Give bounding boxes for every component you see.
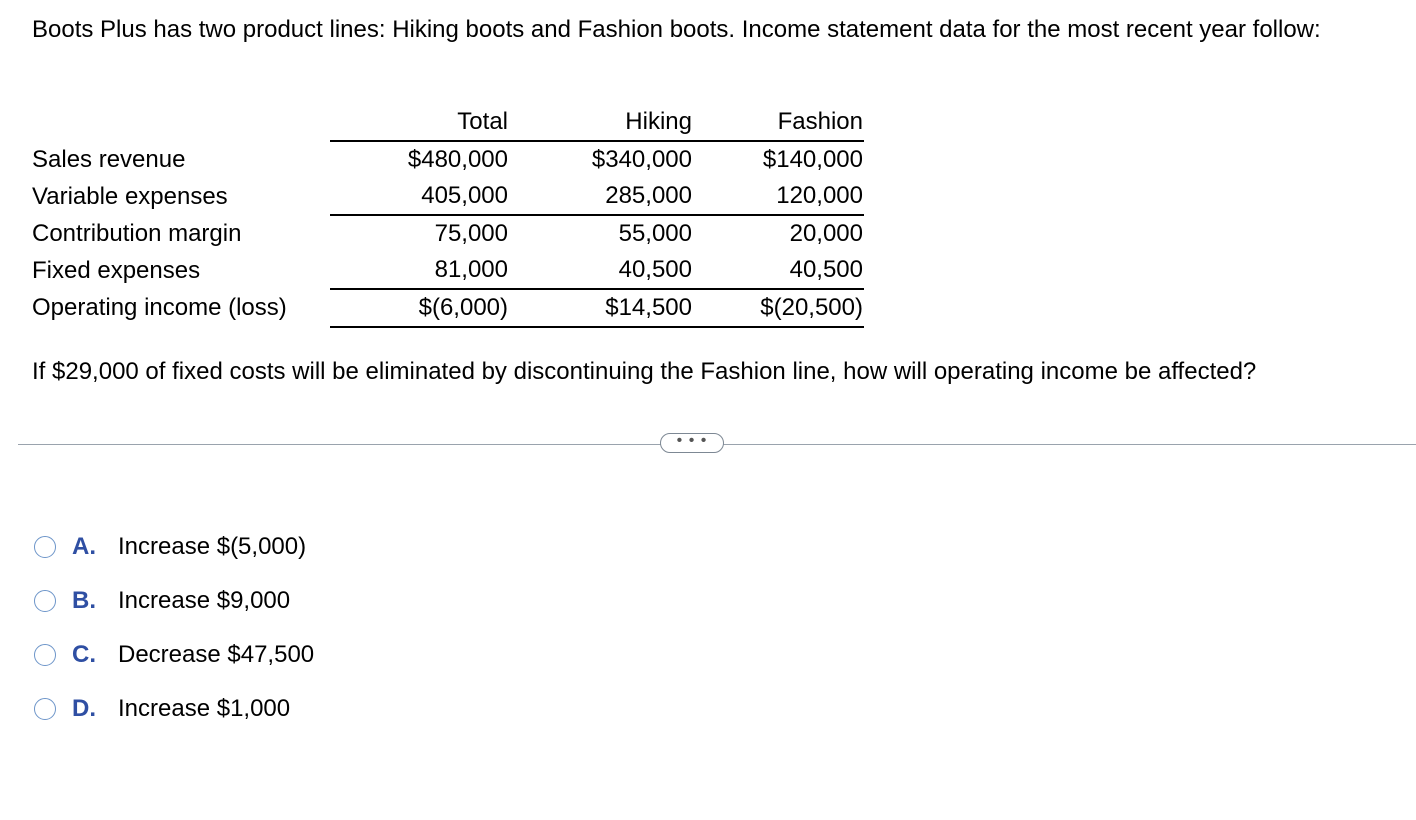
header-total: Total: [330, 104, 509, 141]
cell-fixed-fashion: 40,500: [693, 252, 864, 289]
radio-button-icon[interactable]: [34, 536, 56, 558]
radio-button-icon[interactable]: [34, 644, 56, 666]
row-label-variable-expenses: Variable expenses: [32, 182, 228, 210]
cell-sales-hiking: $340,000: [591, 146, 692, 173]
cell-sales-fashion: $140,000: [762, 146, 863, 173]
table-row: [32, 141, 864, 178]
radio-button-icon[interactable]: [34, 698, 56, 720]
row-label-operating-income: Operating income (loss): [32, 294, 287, 321]
choice-letter: C.: [72, 641, 96, 668]
header-hiking: Hiking: [509, 104, 693, 141]
header-blank: [32, 104, 330, 141]
table-row: [32, 289, 864, 327]
header-fashion: Fashion: [693, 104, 864, 141]
row-label-sales-revenue: Sales revenue: [32, 145, 186, 173]
choice-text: Increase $(5,000): [118, 533, 307, 560]
table-row: [32, 215, 864, 252]
cell-fixed-hiking: 40,500: [509, 252, 693, 289]
radio-button-icon[interactable]: [34, 590, 56, 612]
cell-oi-hiking: $14,500: [509, 289, 693, 327]
table-header-row: [32, 104, 864, 141]
choice-letter: A.: [72, 533, 96, 560]
choice-letter: B.: [72, 587, 96, 614]
choice-d[interactable]: [34, 682, 314, 736]
cell-cm-hiking: 55,000: [618, 220, 692, 247]
cell-sales-total: $480,000: [407, 146, 508, 173]
choice-letter: D.: [72, 695, 96, 722]
answer-choices: [34, 520, 314, 736]
cell-variable-fashion: 120,000: [693, 178, 864, 215]
cell-variable-total: 405,000: [330, 178, 509, 215]
choice-text: Increase $9,000: [118, 587, 291, 614]
more-options-button[interactable]: • • •: [660, 433, 724, 453]
row-label-fixed-expenses: Fixed expenses: [32, 256, 201, 284]
choice-text: Decrease $47,500: [118, 641, 315, 668]
choice-text: Increase $1,000: [118, 695, 291, 722]
cell-variable-hiking: 285,000: [509, 178, 693, 215]
income-statement-table: [32, 104, 864, 328]
row-label-contribution-margin: Contribution margin: [32, 219, 242, 247]
table-row: [32, 178, 864, 215]
cell-oi-total: $(6,000): [330, 289, 509, 327]
cell-cm-total: 75,000: [434, 220, 508, 247]
choice-a[interactable]: [34, 520, 314, 574]
choice-b[interactable]: [34, 574, 314, 628]
question-text: If $29,000 of fixed costs will be eliminated by discontinuing the Fashion line, how will operating income be affected?: [32, 358, 1257, 385]
cell-oi-fashion: $(20,500): [693, 289, 864, 327]
cell-fixed-total: 81,000: [330, 252, 509, 289]
problem-intro: Boots Plus has two product lines: Hiking boots and Fashion boots. Income statement data for the most recent year follow:: [32, 16, 1321, 43]
cell-cm-fashion: 20,000: [789, 220, 863, 247]
table-row: [32, 252, 864, 289]
choice-c[interactable]: [34, 628, 314, 682]
